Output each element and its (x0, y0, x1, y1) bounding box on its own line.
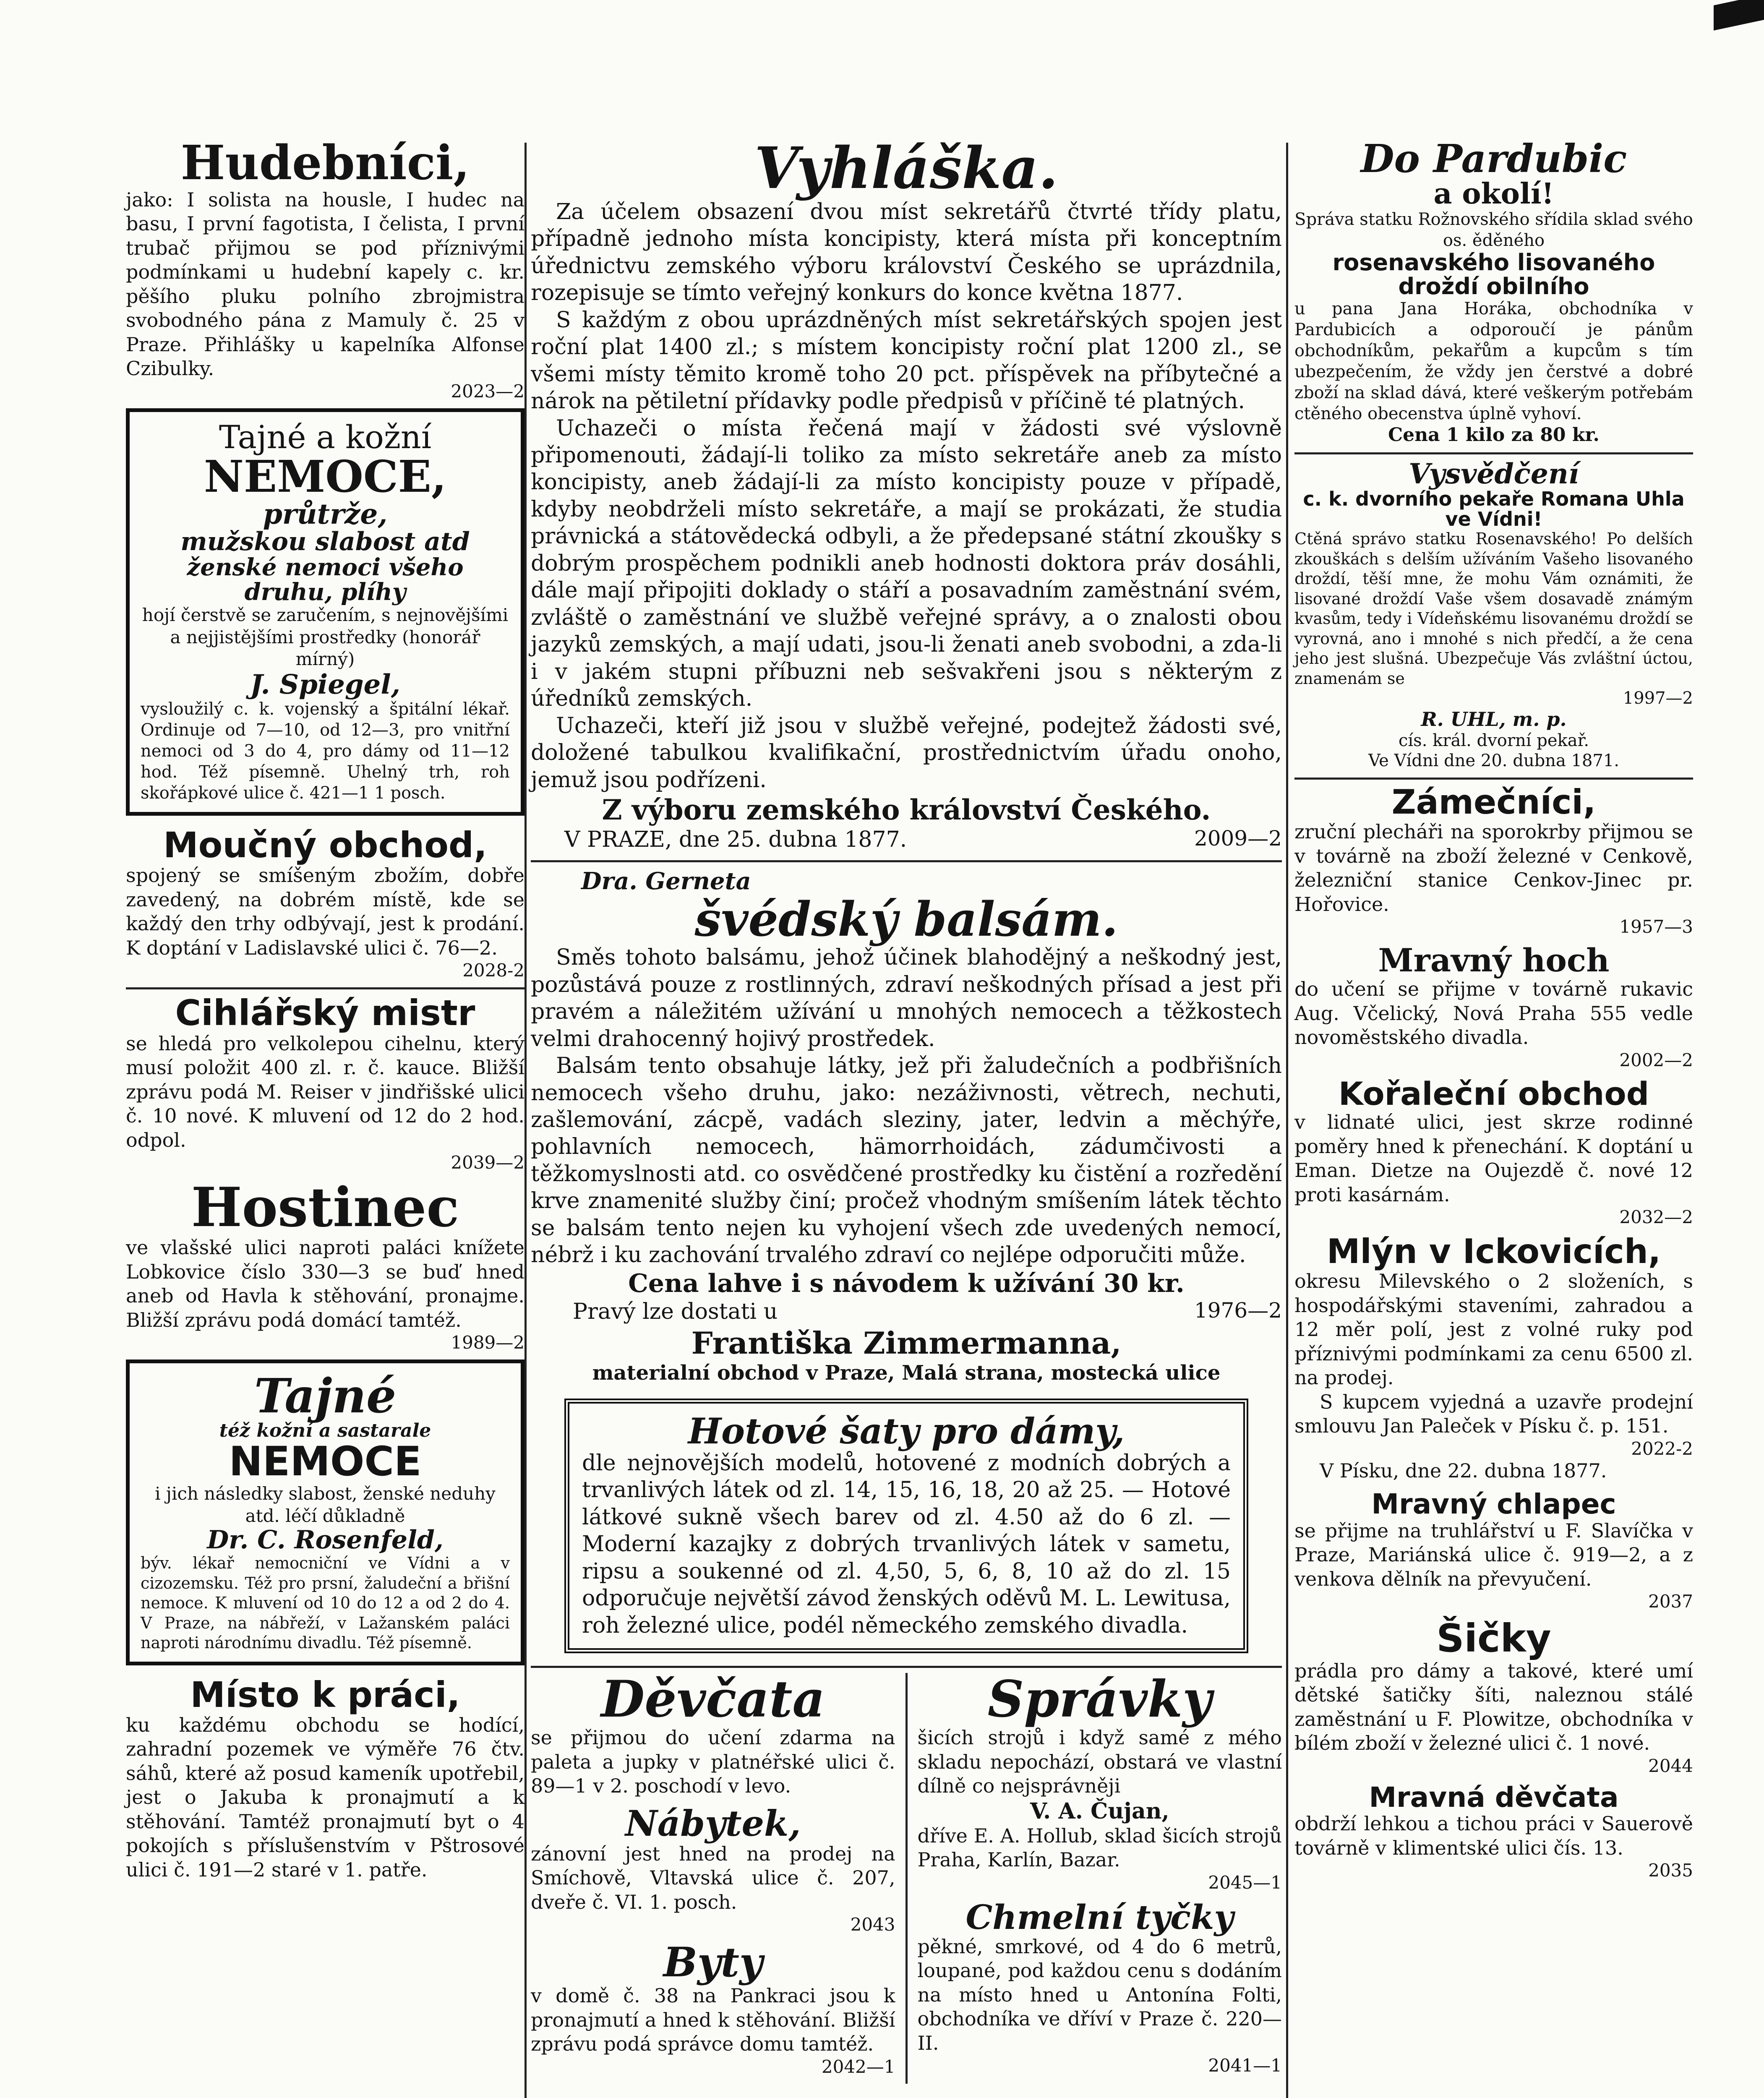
ad-body: se hledá pro velkolepou cihelnu, který musí položit 400 zl. r. č. kauce. Bližší zprávu podá M. Reiser v jindřišské ulici č. 10 nové. K mluvení od 12 do 2 hod. odpol. (126, 1032, 525, 1151)
ad-number: 2022-2 (1631, 1438, 1693, 1459)
divider (1294, 452, 1693, 454)
ad-body: dle nejnovějších modelů, hotovené z modních dobrých a trvanlivých látek od zl. 14, 15, 16, 18, 20 až 25. — Hotové látkové sukně všech barev od zl. 4.50 až do 6 zl. — Moderní kazajky z dobrých trvanlivých látek v sametu, ripsu a soukenné od zl. 4,50, 5, 6, 8, 10 až do zl. 15 odporučuje největší závod ženských oděvů M. L. Lewitusa, roh železné ulice, podél německého zemského divadla. (582, 1450, 1231, 1638)
ad-date: V PRAZE, dne 25. dubna 1877. (564, 827, 907, 853)
ad-number: 2002—2 (1619, 1049, 1693, 1070)
ad-name: R. UHL, m. p. (1421, 708, 1567, 731)
ad-line: Dra. Gerneta (581, 867, 751, 895)
ad-mravna-devcata (1294, 1783, 1693, 1881)
column-middle (531, 135, 1282, 2084)
ad-number: 2039—2 (451, 1152, 525, 1173)
ad-line: NEMOCE (229, 1438, 422, 1485)
ad-name: J. Spiegel, (250, 668, 400, 700)
ad-title: Zámečníci, (1391, 783, 1596, 822)
ad-number: 1957—3 (1619, 916, 1693, 937)
ad-paragraph: Za účelem obsazení dvou míst sekretářů čtvrté třídy platu, případně jednoho místa koncipisty, která místa při konceptním úřednictvu zemského výboru království Českého se uprázdnila, rozepisuje se tímto veřejný konkurs do konce května 1877. (531, 199, 1282, 306)
ad-balsam (531, 867, 1282, 1386)
ad-body: šicích strojů i když samé z mého skladu nepochází, obstará ve vlastní dílně co nejsprávněji (917, 1726, 1282, 1798)
ad-body: S kupcem vyjedná a uzavře prodejní smlouvu Jan Paleček v Písku č. p. 151. (1294, 1390, 1693, 1438)
ad-line: průtrže, (263, 497, 388, 530)
ad-devcata (531, 1670, 895, 1798)
twocol-block (531, 1670, 1282, 2083)
twocol-left (531, 1670, 895, 2083)
ad-body: obdrží lehkou a tichou práci v Sauerově továrně v klimentské ulici čís. 13. (1294, 1812, 1693, 1859)
ad-title: Mravný hoch (1378, 942, 1610, 979)
ad-paragraph: Uchazeči, kteří již jsou v službě veřejné, podejtež žádosti své, doložené tabulkou kvalifikační, prostřednictvím úřadu onoho, jemuž jsou podřízeni. (531, 713, 1282, 793)
ad-number: 2037 (1648, 1591, 1693, 1612)
ad-body: zruční plecháři na sporokrby přijmou se v továrně na zboží železné v Cenkově, železniční stanice Cenkov-Jinec pr. Hořovice. (1294, 820, 1693, 916)
divider (531, 1666, 1282, 1668)
column-rule-right (1286, 143, 1288, 2098)
ad-body: se přijmou do učení zdarma na paleta a jupky v platnéřské ulici č. 89—1 v 2. poschodí v levo. (531, 1726, 895, 1798)
ad-number: 1989—2 (451, 1332, 525, 1353)
ad-title: Šičky (1436, 1616, 1551, 1661)
ad-title: Správky (987, 1670, 1212, 1729)
ad-body: ve vlašské ulici naproti paláci knížete Lobkovice číslo 330—3 se buď hned aneb od Havla k stěhování, pronajme. Bližší zprávu podá domácí tamtéž. (126, 1236, 525, 1331)
ad-mlyn (1294, 1234, 1693, 1483)
ad-title: Děvčata (601, 1670, 825, 1729)
ad-bold: rosenavského lisovaného droždí obilního (1332, 249, 1655, 300)
ad-body: Ctěná správo statku Rosenavského! Po delších zkouškách s delším užíváním Vašeho lisovaného droždí, těší mne, že mohu Vám oznámiti, že lisované droždí Vaše všem dosavadě známým kvasům, tedy i Vídeňskému lisovanému droždí se vyrovná, ano i mnohé s nich předčí, a že cena jeho jest slušná. Ubezpečuje Vás zvláštní úctou, znamenám se (1294, 530, 1693, 688)
ad-body: pěkné, smrkové, od 4 do 6 metrů, loupané, pod každou cenu s dodáním na místo hned u Antonína Folti, obchodníka ve dříví v Praze č. 220—II. (917, 1935, 1282, 2054)
ad-address: materialní obchod v Praze, Malá strana, mostecká ulice (592, 1361, 1221, 1385)
ad-body: spojený se smíšeným zbožím, dobře zavedený, na dobrém místě, kde se každý den trhy odbývají, jest k prodání. K doptání v Ladislavské ulici č. 76—2. (126, 864, 525, 959)
ad-title: Místo k práci, (190, 1674, 460, 1715)
ad-nabytek (531, 1802, 895, 1935)
ad-body: okresu Milevského o 2 složeních, s hospodářskými staveními, zahradou a 12 měr polí, jest z volné ruky pod příznivými podmínkami za cenu 6500 zl. na prodej. (1294, 1270, 1693, 1389)
twocol-right (917, 1670, 1282, 2083)
ad-title: Mravný chlapec (1371, 1488, 1616, 1521)
ad-number: 2042—1 (821, 2056, 895, 2077)
ad-body: hojí čerstvě se zaručením, s nejnovějšími a nejjistějšími prostředky (honorář mírný) (142, 605, 509, 670)
ad-number: 1976—2 (1194, 1298, 1282, 1323)
divider (126, 987, 525, 989)
ad-moucny (126, 827, 525, 981)
ad-subtitle: a okolí! (1433, 177, 1554, 211)
ad-date: V Písku, dne 22. dubna 1877. (1320, 1459, 1607, 1482)
ad-body: se přijme na truhlářství u F. Slavíčka v Praze, Mariánská ulice č. 919—2, a z venkova dělník na převyučení. (1294, 1519, 1693, 1590)
column-separator (905, 1673, 908, 2083)
column-left (126, 138, 525, 1889)
ad-number: 2044 (1648, 1755, 1693, 1776)
ad-body: zánovní jest hned na prodej na Smíchově, Vltavská ulice č. 207, dveře č. VI. 1. posch. (531, 1842, 895, 1913)
ad-saty (564, 1399, 1248, 1653)
ad-number: 2028-2 (462, 960, 525, 981)
ad-body: v domě č. 38 na Pankraci jsou k pronajmutí a hned k stěhování. Bližší zprávu podá správce domu tamtéž. (531, 1984, 895, 2056)
ad-number: 2023—2 (451, 381, 525, 402)
ad-hudebnici (126, 138, 525, 402)
ad-title: Vyhláška. (754, 135, 1058, 202)
ad-price: Cena 1 kilo za 80 kr. (1388, 424, 1600, 446)
ad-line: Tajné a kožní (219, 418, 432, 456)
ad-line: mužskou slabost atd (180, 527, 470, 556)
ad-title: NEMOCE, (204, 451, 447, 503)
ad-body: i jich následky slabost, ženské neduhy atd. léčí důkladně (155, 1483, 496, 1526)
ad-title: Do Pardubic (1360, 136, 1627, 181)
ad-body: u pana Jana Horáka, obchodníka v Pardubicích a odporoučí je pánům obchodníkům, pekařům a kupcům s tím ubezpečením, že vždy jen čerstvé a dobré zboží na sklad dává, které veškerým potřebám ctěného obecenstva úplně vyhoví. (1294, 299, 1693, 424)
column-rule-left (525, 143, 527, 2098)
ad-title: Vysvědčení (1409, 457, 1579, 491)
ad-body: Pravý lze dostati u (573, 1299, 778, 1324)
ad-paragraph: Uchazeči o místa řečená mají v žádosti své výslovně připomenouti, žádají-li toliko za místo sekretáře aneb za místo koncipisty, aneb žádají-li za místo koncipisty pouze v případě, kdyby neobdrželi místo sekretáře, a mají se prokázati, že studia právnická a státovědecká odbyli, a že předepsané státní zkoušky s dobrým prospěchem podnikli aneb hodnosti doktora práv dosáhli, dále mají připojiti doklady o stáří a posavadním zaměstnání svém, zvláště o zaměstnání ve službě veřejné správy, a o znalosti obou jazyků zemských, a mají udati, jsou-li ženati aneb svobodni, a zda-li i v jakém stupni příbuzni neb sešvakřeni jsou s některým z úředníků zemských. (531, 415, 1282, 712)
ad-number: 2045—1 (1208, 1872, 1282, 1893)
ad-sicky (1294, 1618, 1693, 1776)
ad-misto (126, 1676, 525, 1882)
ad-zamecnici (1294, 785, 1693, 937)
ad-byty (531, 1941, 895, 2077)
ad-role: cís. král. dvorní pekař. (1398, 731, 1589, 751)
ad-koralecni (1294, 1077, 1693, 1228)
ad-number: 2035 (1648, 1860, 1693, 1881)
ad-cihlarsky (126, 994, 525, 1173)
ad-title: Tajné (254, 1369, 397, 1424)
ad-hostinec (126, 1176, 525, 1353)
ad-name: Františka Zimmermanna, (691, 1325, 1122, 1361)
ad-body: v lidnaté ulici, jest skrze rodinné poměry hned k přenechání. K doptání u Eman. Dietze na Oujezdě č. nové 12 proti kasárnám. (1294, 1111, 1693, 1206)
ad-rosenfeld (126, 1360, 525, 1665)
ad-title: Mravná děvčata (1369, 1781, 1619, 1814)
ad-pardubice (1294, 138, 1693, 446)
ad-title: Chmelní tyčky (966, 1897, 1234, 1937)
ad-number: 2009—2 (1194, 826, 1282, 851)
ad-title: Byty (663, 1939, 763, 1986)
ad-number: 2041—1 (1208, 2055, 1282, 2076)
ad-title: Hotové šaty pro dámy, (688, 1410, 1125, 1452)
ad-body: dříve E. A. Hollub, sklad šicích strojů Praha, Karlín, Bazar. (917, 1824, 1282, 1871)
ad-title: Hudebníci, (180, 136, 470, 190)
ad-body: prádla pro dámy a takové, které umí dětské šatičky šíti, naleznou stálé zaměstnání u F. Plowitze, obchodníka v bílém zboží v železné ulici č. 1 nové. (1294, 1659, 1693, 1755)
ad-body: býv. lékař nemocniční ve Vídni a v cizozemsku. Též pro prsní, žaludeční a břišní nemoce. K mluvení od 10 do 12 a od 2 do 4. V Praze, na nábřeží, v Lažanském paláci naproti národnímu divadlu. Též písemně. (141, 1554, 510, 1652)
ad-paragraph: Balsám tento obsahuje látky, jež při žaludečních a podbřišních nemocech všeho druhu, jako: nezáživnosti, větrech, nechuti, zašlemování, zácpě, vadách sleziny, jater, ledvin a měchýře, pohlavních nemocech, hämorrhoidách, zádumčivosti a těžkomyslnosti atd. co osvědčené prostředky ku čistění a rozředění krve znamenité služby činí; pročež vhodným smíšením látek těchto se balsám tento nejen ku vyhojení všech zde uvedených nemocí, nébrž i ku zachování trvalého zdraví co nejlépe odporučiti může. (531, 1053, 1282, 1268)
ad-body: do učení se přijme v továrně rukavic Aug. Včelický, Nová Praha 555 vedle novoměstského divadla. (1294, 978, 1693, 1049)
ad-title: Nábytek, (625, 1802, 801, 1844)
ad-subtitle: c. k. dvorního pekaře Romana Uhla ve Vídni! (1303, 487, 1685, 530)
ad-name: V. A. Čujan, (1030, 1798, 1169, 1824)
ad-number: 2032—2 (1619, 1207, 1693, 1228)
ad-date: Ve Vídni dne 20. dubna 1871. (1368, 751, 1620, 771)
ad-spravky (917, 1670, 1282, 1893)
ad-number: 1997—2 (1623, 689, 1693, 708)
ad-body: jako: I solista na housle, I hudec na basu, I první fagotista, I čelista, I první trubač přijmou se pod příznivými podmínkami u hudební kapely c. kr. pěšího pluku polního zbrojmistra svobodného pána z Mamuly č. 25 v Praze. Přihlášky u kapelníka Alfonse Czibulky. (126, 188, 525, 380)
ad-line: též kožní a sastarale (219, 1420, 431, 1442)
ad-paragraph: Směs tohoto balsámu, jehož účinek blahodějný a neškodný jest, pozůstává pouze z rostlinných, zdraví neškodných přísad a jest při pravém a náležitém užívání u mnohých nemocech a těžkostech velmi drahocenný hojivý prostředek. (531, 945, 1282, 1052)
ad-chlapec (1294, 1490, 1693, 1612)
ad-body: vysloužilý c. k. vojenský a špitální lékař. Ordinuje od 7—10, od 12—3, pro vnitřní nemoci od 3 do 4, pro dámy od 11—12 hod. Též písemně. Uhelný trh, roh skořápkové ulice č. 421—1 1 posch. (141, 699, 510, 803)
ad-hoch (1294, 944, 1693, 1070)
ad-title: Mlýn v Ickovicích, (1326, 1232, 1661, 1271)
ad-title: Hostinec (191, 1176, 459, 1239)
ad-spiegel (126, 408, 525, 816)
ad-vyhlaska (531, 135, 1282, 853)
ad-title: Cihlářský mistr (175, 992, 475, 1034)
ad-title: Moučný obchod, (163, 825, 487, 866)
ad-tycky (917, 1897, 1282, 2076)
column-right (1294, 138, 1693, 1887)
ad-title: Kořaleční obchod (1338, 1075, 1649, 1112)
ad-number: 2043 (850, 1914, 895, 1935)
ad-body: ku každému obchodu se hodící, zahradní pozemek ve výměře 76 čtv. sáhů, které až posud kameník upotřebil, jest o Jakuba k pronajmutí a k stěhování. Tamtéž pronajmutí byt o 4 pokojích s příslušenstvím v Pštrosové ulici č. 191—2 staré v 1. patře. (126, 1713, 525, 1881)
ad-title: švédský balsám. (694, 892, 1118, 947)
divider (1294, 778, 1693, 780)
ad-line: ženské nemoci všeho druhu, plíhy (187, 553, 464, 606)
ad-name: Dr. C. Rosenfeld, (207, 1525, 444, 1555)
ad-body: Správa statku Rožnovského sřídila sklad svého os. ěděného (1294, 209, 1693, 250)
divider (531, 860, 1282, 862)
ad-signature: Z výboru zemského království Českého. (602, 793, 1211, 827)
ad-vysvedceni (1294, 459, 1693, 771)
ad-price: Cena lahve i s návodem k užívání 30 kr. (628, 1268, 1185, 1298)
scan-edge-mark (1714, 0, 1764, 31)
ad-paragraph: S každým z obou uprázdněných míst sekretářských spojen jest roční plat 1400 zl.; s místem koncipisty roční plat 1200 zl., se všemi místy těmito kromě toho 20 pct. příspěvek na příbytečné a nárok na pětiletní přídavky podle předpisů v příčině té platných. (531, 307, 1282, 414)
